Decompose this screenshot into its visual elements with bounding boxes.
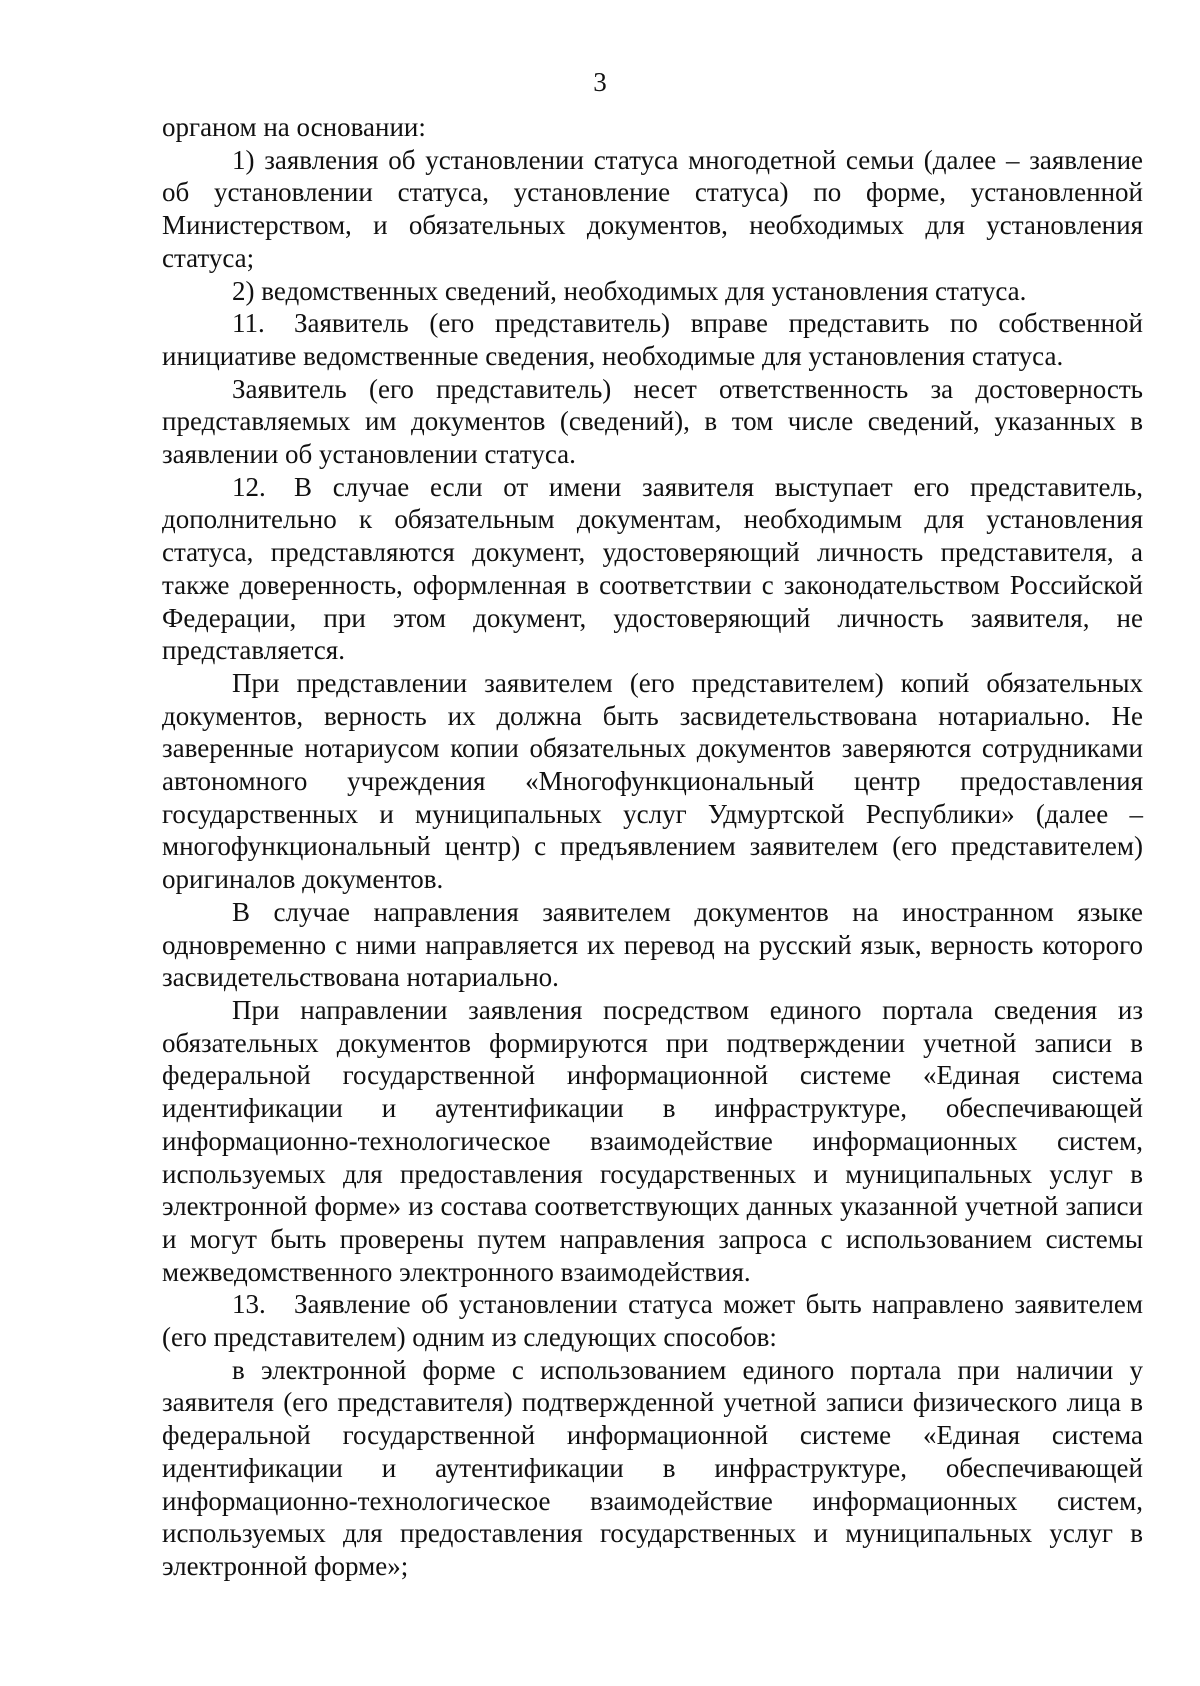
paragraph-text: В случае если от имени заявителя выступает его представитель, дополнительно к обязательным документам, необходимым для установления статуса, представляются документ, удостоверяющий личность представителя, а также доверенность, оформленная в соответствии с законодательством Российской Федерации, при этом документ, удостоверяющий личность заявителя, не представляется.: [162, 471, 1143, 666]
paragraph-intro: органом на основании:: [162, 112, 426, 142]
paragraph-text: Заявление об установлении статуса может быть направлено заявителем (его представителем) одним из следующих способов:: [162, 1289, 1143, 1353]
paragraph-item-1: 1) заявления об установлении статуса многодетной семьи (далее – заявление об установлении статуса, установление статуса) по форме, установленной Министерством, и обязательных документов, необходимых для установления статуса;: [162, 144, 1143, 273]
paragraph-number: 13.: [232, 1289, 266, 1320]
paragraph-13: [162, 1288, 1143, 1353]
paragraph-text: Заявитель (его представитель) вправе представить по собственной инициативе ведомственные сведения, необходимые для установления статуса.: [162, 308, 1143, 371]
document-body: [162, 111, 1143, 1583]
paragraph-foreign-language: В случае направления заявителем документов на иностранном языке одновременно с ними направляется их перевод на русский язык, верность которого засвидетельствована нотариально.: [162, 896, 1143, 993]
paragraph-item-2: 2) ведомственных сведений, необходимых для установления статуса.: [232, 275, 1027, 306]
paragraph-12: [162, 471, 1143, 667]
page-number: 3: [593, 67, 607, 97]
paragraph-11: [162, 307, 1143, 372]
paragraph-number: 12.: [232, 471, 266, 502]
paragraph-copies: При представлении заявителем (его представителем) копий обязательных документов, верность их должна быть засвидетельствована нотариально. Не заверенные нотариусом копии обязательных документов заверяются сотрудниками автономного учреждения «Многофункциональный центр предоставления государственных и муниципальных услуг Удмуртской Республики» (далее – многофункциональный центр) с предъявлением заявителем (его представителем) оригиналов документов.: [162, 667, 1143, 895]
paragraph-responsibility: Заявитель (его представитель) несет ответственность за достоверность представляемых им документов (сведений), в том числе сведений, указанных в заявлении об установлении статуса.: [162, 373, 1143, 470]
paragraph-portal: При направлении заявления посредством единого портала сведения из обязательных документов формируются при подтверждении учетной записи в федеральной государственной информационной системе «Единая система идентификации и аутентификации в инфраструктуре, обеспечивающей информационно-технологическое взаимодействие информационных систем, используемых для предоставления государственных и муниципальных услуг в электронной форме» из состава соответствующих данных указанной учетной записи и могут быть проверены путем направления запроса с использованием системы межведомственного электронного взаимодействия.: [162, 994, 1143, 1287]
paragraph-electronic-form: в электронной форме с использованием единого портала при наличии у заявителя (его представителя) подтвержденной учетной записи физического лица в федеральной государственной информационной системе «Единая система идентификации и аутентификации в инфраструктуре, обеспечивающей информационно-технологическое взаимодействие информационных систем, используемых для предоставления государственных и муниципальных услуг в электронной форме»;: [162, 1354, 1143, 1581]
paragraph-number: 11.: [232, 308, 265, 339]
